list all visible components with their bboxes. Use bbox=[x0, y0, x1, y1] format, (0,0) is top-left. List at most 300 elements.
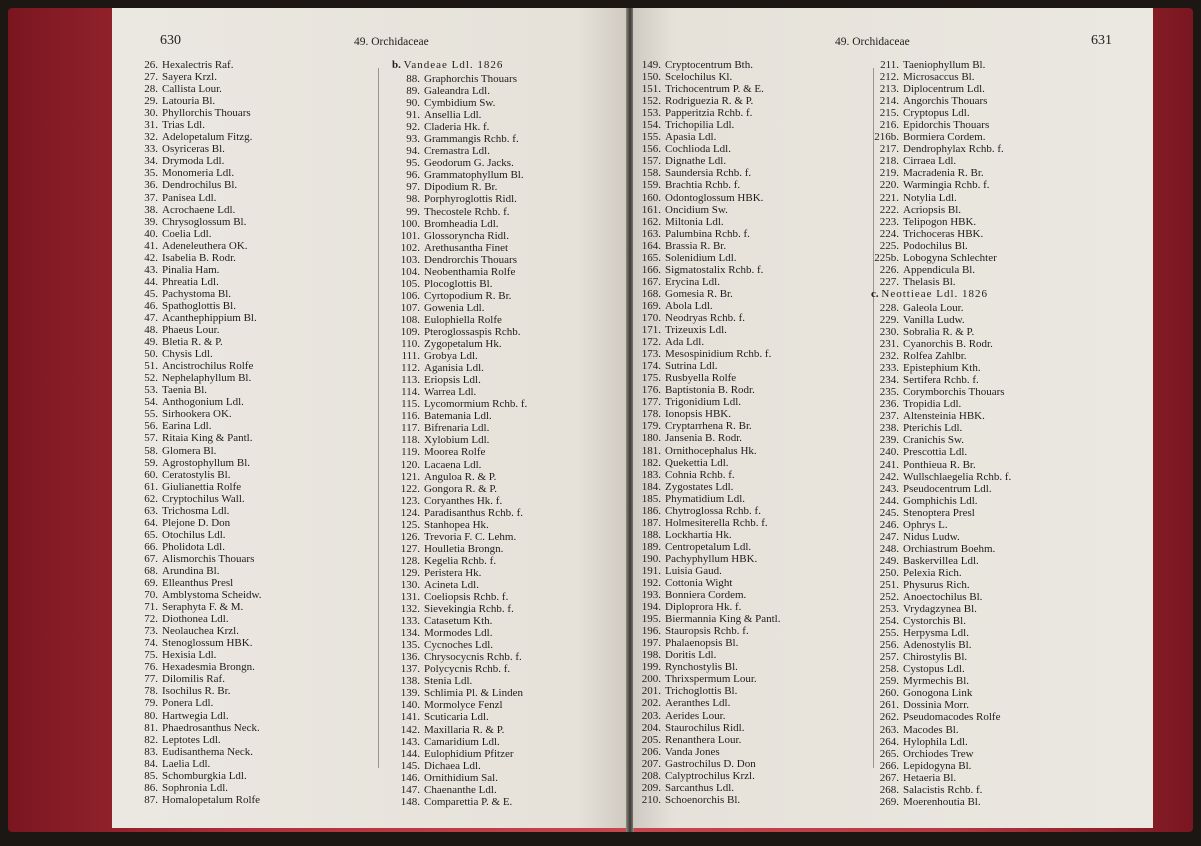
genus-name: Staurochilus Ridl. bbox=[665, 721, 745, 734]
genus-name: Calyptrochilus Krzl. bbox=[665, 769, 755, 782]
entry-number: 156. bbox=[641, 143, 661, 156]
genus-entry bbox=[633, 384, 780, 396]
genus-entry bbox=[392, 290, 527, 302]
genus-entry bbox=[633, 228, 780, 240]
genus-entry bbox=[633, 553, 780, 565]
genus-name: Jansenia B. Rodr. bbox=[665, 432, 742, 445]
genus-entry bbox=[871, 796, 1011, 808]
genus-entry bbox=[392, 651, 527, 663]
genus-entry bbox=[392, 543, 527, 555]
genus-entry bbox=[130, 264, 262, 276]
genus-entry bbox=[392, 145, 527, 157]
entry-number: 58. bbox=[144, 444, 158, 457]
genus-name: Aganisia Ldl. bbox=[424, 362, 484, 375]
genus-entry bbox=[871, 422, 1011, 434]
genus-entry bbox=[392, 507, 527, 519]
genus-entry bbox=[130, 71, 262, 83]
genus-entry bbox=[130, 83, 262, 95]
entry-number: 184. bbox=[641, 480, 661, 493]
genus-entry bbox=[871, 446, 1011, 458]
genus-name: Altensteinia HBK. bbox=[903, 410, 985, 423]
genus-entry bbox=[871, 603, 1011, 615]
entry-number: 74. bbox=[144, 637, 158, 650]
genus-entry bbox=[633, 59, 780, 71]
genus-entry bbox=[392, 206, 527, 218]
genus-name: Gomesia R. Br. bbox=[665, 287, 733, 300]
entry-number: 256. bbox=[879, 639, 899, 652]
genus-name: Lobogyna Schlechter bbox=[903, 251, 997, 264]
genus-entry bbox=[392, 784, 527, 796]
entry-number: 28. bbox=[144, 83, 158, 96]
genus-entry bbox=[392, 386, 527, 398]
genus-name: Nephelaphyllum Bl. bbox=[162, 372, 252, 385]
genus-entry bbox=[871, 167, 1011, 179]
genus-name: Trigonidium Ldl. bbox=[665, 396, 741, 409]
entry-number: 111. bbox=[401, 350, 420, 363]
genus-name: Sobralia R. & P. bbox=[903, 325, 975, 338]
entry-number: 138. bbox=[400, 675, 420, 688]
entry-number: 35. bbox=[144, 167, 158, 180]
genus-name: Renanthera Lour. bbox=[665, 733, 742, 746]
genus-entry bbox=[871, 179, 1011, 191]
genus-entry bbox=[392, 362, 527, 374]
genus-entry bbox=[871, 434, 1011, 446]
entry-number: 56. bbox=[144, 420, 158, 433]
genus-name: Moerenhoutia Bl. bbox=[903, 795, 981, 808]
genus-name: Pseudomacodes Rolfe bbox=[903, 711, 1001, 724]
genus-entry bbox=[392, 109, 527, 121]
genus-entry bbox=[130, 637, 262, 649]
entry-number: 77. bbox=[144, 673, 158, 686]
entry-number: 91. bbox=[406, 109, 420, 122]
genus-entry bbox=[130, 155, 262, 167]
entry-number: 210. bbox=[641, 793, 661, 806]
genus-name: Erycina Ldl. bbox=[665, 275, 720, 288]
genus-entry bbox=[392, 314, 527, 326]
genus-name: Ceratostylis Bl. bbox=[162, 468, 231, 481]
entry-number: 54. bbox=[144, 396, 158, 409]
genus-entry bbox=[130, 324, 262, 336]
entry-number: 155. bbox=[641, 131, 661, 144]
genus-name: Cochlioda Ldl. bbox=[665, 143, 731, 156]
genus-name: Notylia Ldl. bbox=[903, 191, 957, 204]
entry-number: 103. bbox=[400, 253, 420, 266]
genus-name: Trichocentrum P. & E. bbox=[665, 83, 764, 96]
entry-number: 134. bbox=[400, 627, 420, 640]
genus-name: Ada Ldl. bbox=[665, 336, 705, 349]
genus-name: Centropetalum Ldl. bbox=[665, 540, 752, 553]
entry-number: 157. bbox=[641, 155, 661, 168]
entry-number: 192. bbox=[641, 577, 661, 590]
entry-number: 173. bbox=[641, 348, 661, 361]
genus-name: Geodorum G. Jacks. bbox=[424, 157, 514, 170]
genus-name: Vrydagzynea Bl. bbox=[903, 603, 977, 616]
genus-entry bbox=[392, 278, 527, 290]
genus-entry bbox=[392, 663, 527, 675]
genus-name: Mesospinidium Rchb. f. bbox=[665, 348, 772, 361]
running-head-left: 49. Orchidaceae bbox=[354, 36, 429, 48]
entry-number: 63. bbox=[144, 504, 158, 517]
genus-name: Trias Ldl. bbox=[162, 119, 205, 132]
entry-number: 228. bbox=[879, 301, 899, 314]
genus-name: Lepidogyna Bl. bbox=[903, 759, 972, 772]
genus-name: Cottonia Wight bbox=[665, 577, 733, 590]
entry-number: 46. bbox=[144, 299, 158, 312]
entry-number: 163. bbox=[641, 227, 661, 240]
page-number-left: 630 bbox=[160, 33, 181, 48]
genus-entry bbox=[130, 95, 262, 107]
entry-number: 224. bbox=[879, 227, 899, 240]
entry-number: 70. bbox=[144, 589, 158, 602]
entry-number: 125. bbox=[400, 518, 420, 531]
genus-name: Brassia R. Br. bbox=[665, 239, 727, 252]
entry-number: 71. bbox=[144, 601, 158, 614]
genus-entry bbox=[130, 734, 262, 746]
entry-number: 176. bbox=[641, 384, 661, 397]
genus-name: Cystorchis Bl. bbox=[903, 615, 966, 628]
genus-entry bbox=[130, 505, 262, 517]
entry-number: 40. bbox=[144, 227, 158, 240]
genus-entry bbox=[130, 469, 262, 481]
entry-number: 154. bbox=[641, 119, 661, 132]
genus-entry bbox=[871, 326, 1011, 338]
entry-number: 41. bbox=[144, 239, 158, 252]
entry-number: 106. bbox=[400, 289, 420, 302]
entry-number: 262. bbox=[879, 711, 899, 724]
section-heading-neottieae: c. Neottieae Ldl. 1826 bbox=[871, 287, 989, 300]
genus-entry bbox=[392, 603, 527, 615]
genus-name: Graphorchis Thouars bbox=[424, 73, 517, 85]
entry-number: 78. bbox=[144, 685, 158, 698]
genus-entry bbox=[130, 432, 262, 444]
genus-name: Lycomormium Rchb. f. bbox=[424, 398, 528, 411]
genus-name: Hexisia Ldl. bbox=[162, 649, 217, 662]
genus-entry bbox=[871, 83, 1011, 95]
entry-number: 135. bbox=[400, 639, 420, 652]
genus-entry bbox=[392, 85, 527, 97]
column-divider bbox=[378, 68, 379, 768]
genus-name: Dignathe Ldl. bbox=[665, 155, 727, 168]
genus-entry bbox=[633, 420, 780, 432]
genus-name: Pterichis Ldl. bbox=[903, 422, 963, 435]
genus-name: Cremastra Ldl. bbox=[424, 145, 490, 158]
genus-name: Bifrenaria Ldl. bbox=[424, 422, 490, 435]
genus-name: Anguloa R. & P. bbox=[424, 470, 497, 483]
genus-entry bbox=[392, 157, 527, 169]
genus-list-right-col1 bbox=[633, 59, 780, 806]
genus-entry bbox=[392, 97, 527, 109]
genus-entry bbox=[633, 216, 780, 228]
entry-number: 244. bbox=[879, 494, 899, 507]
genus-name: Lockhartia Hk. bbox=[665, 528, 732, 541]
entry-number: 136. bbox=[400, 651, 420, 664]
genus-name: Cranichis Sw. bbox=[903, 434, 965, 447]
entry-number: 26. bbox=[144, 59, 158, 71]
genus-entry bbox=[871, 627, 1011, 639]
genus-name: Gastrochilus D. Don bbox=[665, 757, 756, 770]
genus-name: Pelexia Rich. bbox=[903, 566, 962, 579]
genus-name: Ancistrochilus Rolfe bbox=[162, 360, 254, 373]
genus-entry bbox=[130, 553, 262, 565]
genus-entry bbox=[392, 627, 527, 639]
genus-entry bbox=[871, 495, 1011, 507]
genus-name: Drymoda Ldl. bbox=[162, 155, 225, 168]
genus-name: Sigmatostalix Rchb. f. bbox=[665, 263, 764, 276]
entry-number: 130. bbox=[400, 578, 420, 591]
entry-number: 129. bbox=[400, 566, 420, 579]
genus-entry bbox=[392, 230, 527, 242]
genus-entry bbox=[130, 336, 262, 348]
entry-number: 107. bbox=[400, 301, 420, 314]
genus-entry bbox=[392, 242, 527, 254]
genus-entry bbox=[392, 495, 527, 507]
genus-name: Vanilla Ludw. bbox=[903, 313, 965, 326]
genus-name: Catasetum Kth. bbox=[424, 615, 493, 628]
genus-name: Gongora R. & P. bbox=[424, 482, 498, 495]
genus-name: Adelopetalum Fitzg. bbox=[162, 131, 253, 144]
genus-entry bbox=[633, 348, 780, 360]
entry-number: 85. bbox=[144, 769, 158, 782]
genus-entry bbox=[392, 434, 527, 446]
genus-entry bbox=[392, 772, 527, 784]
genus-name: Pholidota Ldl. bbox=[162, 540, 225, 553]
entry-number: 94. bbox=[406, 145, 420, 158]
genus-name: Diothonea Ldl. bbox=[162, 613, 229, 626]
genus-entry bbox=[130, 107, 262, 119]
genus-entry bbox=[392, 422, 527, 434]
genus-entry bbox=[130, 204, 262, 216]
genus-entry bbox=[130, 601, 262, 613]
genus-entry bbox=[871, 374, 1011, 386]
genus-entry bbox=[392, 760, 527, 772]
genus-name: Cyrtopodium R. Br. bbox=[424, 289, 512, 302]
genus-entry bbox=[871, 724, 1011, 736]
genus-name: Cohnia Rchb. f. bbox=[665, 468, 735, 481]
entry-number: 230. bbox=[879, 325, 899, 338]
genus-name: Dendrochilus Bl. bbox=[162, 179, 238, 192]
genus-entry bbox=[871, 567, 1011, 579]
entry-number: 120. bbox=[400, 458, 420, 471]
genus-name: Alismorchis Thouars bbox=[162, 552, 255, 565]
genus-entry bbox=[130, 445, 262, 457]
genus-entry bbox=[130, 565, 262, 577]
entry-number: 252. bbox=[879, 591, 899, 604]
entry-number: 202. bbox=[641, 697, 661, 710]
entry-number: 211. bbox=[880, 59, 899, 71]
genus-name: Callista Lour. bbox=[162, 83, 222, 96]
entry-number: 235. bbox=[879, 386, 899, 399]
entry-number: 251. bbox=[879, 578, 899, 591]
genus-name: Cryptochilus Wall. bbox=[162, 492, 245, 505]
genus-entry bbox=[871, 143, 1011, 155]
entry-number: 158. bbox=[641, 167, 661, 180]
genus-name: Stenia Ldl. bbox=[424, 675, 473, 688]
entry-number: 162. bbox=[641, 215, 661, 228]
genus-entry bbox=[130, 143, 262, 155]
genus-entry bbox=[633, 445, 780, 457]
genus-name: Diplocentrum Ldl. bbox=[903, 83, 985, 96]
entry-number: 32. bbox=[144, 131, 158, 144]
genus-list-right-col2 bbox=[871, 59, 1011, 808]
entry-number: 132. bbox=[400, 603, 420, 616]
entry-number: 90. bbox=[406, 97, 420, 110]
genus-name: Pachystoma Bl. bbox=[162, 287, 232, 300]
entry-number: 133. bbox=[400, 615, 420, 628]
entry-number: 37. bbox=[144, 191, 158, 204]
genus-name: Luisia Gaud. bbox=[665, 564, 722, 577]
genus-name: Biermannia King & Pantl. bbox=[665, 613, 781, 626]
genus-name: Prescottia Ldl. bbox=[903, 446, 968, 459]
genus-name: Isabelia B. Rodr. bbox=[162, 251, 236, 264]
entry-number: 242. bbox=[879, 470, 899, 483]
genus-name: Diploprora Hk. f. bbox=[665, 601, 742, 614]
genus-name: Pachyphyllum HBK. bbox=[665, 552, 758, 565]
genus-name: Xylobium Ldl. bbox=[424, 434, 490, 447]
entry-number: 198. bbox=[641, 649, 661, 662]
entry-number: 52. bbox=[144, 372, 158, 385]
genus-name: Thecostele Rchb. f. bbox=[424, 205, 510, 218]
entry-number: 116. bbox=[401, 410, 420, 423]
entry-number: 207. bbox=[641, 757, 661, 770]
genus-name: Taeniophyllum Bl. bbox=[903, 59, 986, 71]
entry-number: 92. bbox=[406, 121, 420, 134]
genus-entry bbox=[130, 481, 262, 493]
entry-number: 220. bbox=[879, 179, 899, 192]
entry-number: 259. bbox=[879, 675, 899, 688]
entry-number: 166. bbox=[641, 263, 661, 276]
genus-entry bbox=[392, 796, 527, 808]
entry-number: 109. bbox=[400, 325, 420, 338]
genus-entry bbox=[392, 266, 527, 278]
entry-number: 201. bbox=[641, 685, 661, 698]
genus-entry bbox=[130, 131, 262, 143]
entry-number: 264. bbox=[879, 735, 899, 748]
genus-name: Telipogon HBK. bbox=[903, 215, 977, 228]
genus-name: Orchiastrum Boehm. bbox=[903, 542, 996, 555]
entry-number: 227. bbox=[879, 275, 899, 288]
page-number-right: 631 bbox=[1091, 33, 1112, 48]
genus-name: Cycnoches Ldl. bbox=[424, 639, 494, 652]
genus-name: Brachtia Rchb. f. bbox=[665, 179, 741, 192]
genus-name: Neobenthamia Rolfe bbox=[424, 265, 516, 278]
genus-entry bbox=[871, 459, 1011, 471]
genus-entry bbox=[871, 155, 1011, 167]
genus-entry bbox=[392, 218, 527, 230]
genus-entry bbox=[871, 748, 1011, 760]
entry-number: 233. bbox=[879, 362, 899, 375]
genus-entry bbox=[633, 360, 780, 372]
genus-entry bbox=[871, 59, 1011, 71]
entry-number: 216b. bbox=[874, 131, 899, 144]
genus-name: Sarcanthus Ldl. bbox=[665, 781, 735, 794]
entry-number: 212. bbox=[879, 71, 899, 84]
genus-name: Mormodes Ldl. bbox=[424, 627, 493, 640]
entry-number: 143. bbox=[400, 735, 420, 748]
entry-number: 185. bbox=[641, 492, 661, 505]
genus-entry bbox=[392, 410, 527, 422]
entry-number: 203. bbox=[641, 709, 661, 722]
genus-entry bbox=[871, 531, 1011, 543]
genus-name: Ansellia Ldl. bbox=[424, 109, 482, 122]
genus-name: Scelochilus Kl. bbox=[665, 71, 733, 84]
genus-entry bbox=[130, 673, 262, 685]
entry-number: 87. bbox=[144, 793, 158, 806]
genus-name: Stenoptera Presl bbox=[903, 506, 975, 519]
entry-number: 147. bbox=[400, 783, 420, 796]
entry-number: 206. bbox=[641, 745, 661, 758]
entry-number: 219. bbox=[879, 167, 899, 180]
genus-name: Polycycnis Rchb. f. bbox=[424, 663, 511, 676]
entry-number: 60. bbox=[144, 468, 158, 481]
genus-name: Glossoryncha Ridl. bbox=[424, 229, 509, 242]
entry-number: 168. bbox=[641, 287, 661, 300]
genus-list-left-col2 bbox=[392, 59, 527, 808]
entry-number: 160. bbox=[641, 191, 661, 204]
genus-name: Bonniera Cordem. bbox=[665, 589, 747, 602]
entry-number: 42. bbox=[144, 251, 158, 264]
genus-entry bbox=[130, 300, 262, 312]
genus-name: Grammangis Rchb. f. bbox=[424, 133, 519, 146]
entry-number: 151. bbox=[641, 83, 661, 96]
genus-entry bbox=[130, 613, 262, 625]
entry-number: 232. bbox=[879, 350, 899, 363]
genus-entry bbox=[633, 577, 780, 589]
genus-name: Bletia R. & P. bbox=[162, 336, 223, 349]
entry-number: 55. bbox=[144, 408, 158, 421]
genus-entry bbox=[633, 107, 780, 119]
genus-name: Neolauchea Krzl. bbox=[162, 625, 239, 638]
entry-number: 152. bbox=[641, 95, 661, 108]
genus-entry bbox=[130, 59, 262, 71]
entry-number: 67. bbox=[144, 552, 158, 565]
genus-name: Adeneleuthera OK. bbox=[162, 239, 248, 252]
genus-entry bbox=[633, 396, 780, 408]
genus-entry bbox=[633, 179, 780, 191]
genus-entry bbox=[633, 770, 780, 782]
genus-entry bbox=[633, 312, 780, 324]
entry-number: 234. bbox=[879, 374, 899, 387]
entry-number: 240. bbox=[879, 446, 899, 459]
entry-number: 237. bbox=[879, 410, 899, 423]
entry-number: 159. bbox=[641, 179, 661, 192]
genus-name: Sutrina Ldl. bbox=[665, 360, 718, 373]
genus-entry bbox=[633, 167, 780, 179]
genus-name: Scuticaria Ldl. bbox=[424, 711, 489, 724]
genus-entry bbox=[392, 338, 527, 350]
genus-entry bbox=[130, 372, 262, 384]
genus-name: Acrochaene Ldl. bbox=[162, 203, 236, 216]
genus-name: Chrysoglossum Bl. bbox=[162, 215, 247, 228]
entry-number: 97. bbox=[406, 181, 420, 194]
genus-name: Trichoglottis Bl. bbox=[665, 685, 738, 698]
entry-number: 189. bbox=[641, 540, 661, 553]
genus-name: Hexalectris Raf. bbox=[162, 59, 234, 71]
genus-name: Angorchis Thouars bbox=[903, 95, 988, 108]
genus-entry bbox=[392, 73, 527, 85]
entry-number: 149. bbox=[641, 59, 661, 71]
genus-name: Arethusantha Finet bbox=[424, 241, 509, 254]
genus-name: Cyanorchis B. Rodr. bbox=[903, 338, 993, 351]
entry-number: 200. bbox=[641, 673, 661, 686]
genus-name: Galeola Lour. bbox=[903, 301, 964, 314]
genus-name: Warmingia Rchb. f. bbox=[903, 179, 990, 192]
genus-name: Stenoglossum HBK. bbox=[162, 637, 253, 650]
genus-entry bbox=[130, 758, 262, 770]
genus-name: Neodryas Rchb. f. bbox=[665, 311, 746, 324]
entry-number: 213. bbox=[879, 83, 899, 96]
entry-number: 183. bbox=[641, 468, 661, 481]
entry-number: 139. bbox=[400, 687, 420, 700]
